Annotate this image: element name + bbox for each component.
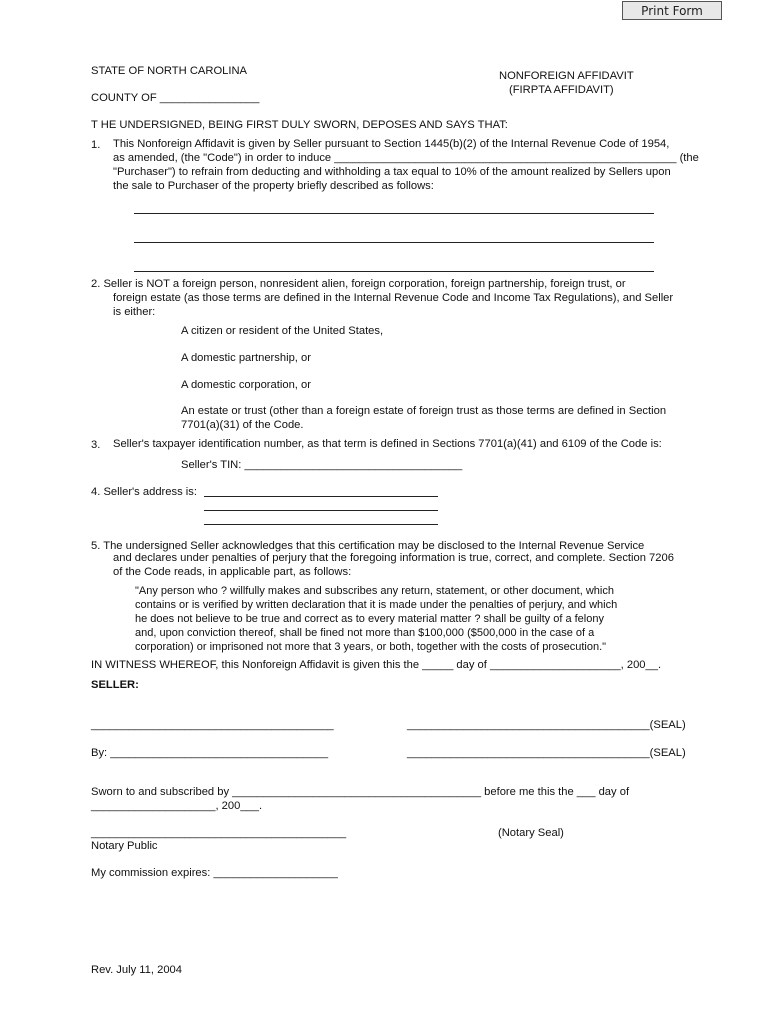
section2-line: foreign estate (as those terms are defined in the Internal Revenue Code and Income Tax Regulations), and Seller — [113, 292, 674, 304]
section5-line: of the Code reads, in applicable part, as follows: — [113, 566, 352, 578]
option-citizen: A citizen or resident of the United States, — [181, 325, 384, 337]
state-label: STATE OF NORTH CAROLINA — [91, 65, 248, 77]
by-signature-line[interactable]: By: ___________________________________ — [91, 747, 329, 759]
property-description-line[interactable] — [134, 242, 654, 243]
seller-address-line[interactable] — [204, 524, 438, 525]
commission-expires-field[interactable]: My commission expires: ____________________ — [91, 867, 338, 879]
section5-line: 5. The undersigned Seller acknowledges that this certification may be disclosed to the Internal Revenue Service — [91, 540, 645, 552]
notary-seal-label: (Notary Seal) — [498, 827, 564, 839]
witness-clause[interactable]: IN WITNESS WHEREOF, this Nonforeign Affidavit is given this the _____ day of _____________________, 200__. — [91, 659, 662, 671]
section1-line: This Nonforeign Affidavit is given by Seller pursuant to Section 1445(b)(2) of the Internal Revenue Code of 1954, — [113, 138, 670, 150]
sworn-statement[interactable]: Sworn to and subscribed by ________________________________________ before me this the ___ day of — [91, 786, 630, 798]
print-form-button[interactable]: Print Form — [622, 1, 722, 20]
section3-number: 3. — [91, 439, 101, 451]
section5-line: and declares under penalties of perjury that the foregoing information is true, correct, and complete. Section 7206 — [113, 552, 674, 564]
seal-signature-line-1[interactable]: _______________________________________(SEAL) — [407, 719, 686, 731]
section3-text: Seller's taxpayer identification number, as that term is defined in Sections 7701(a)(41) and 6109 of the Code is: — [113, 438, 662, 450]
section1-number: 1. — [91, 139, 101, 151]
option-estate-trust: An estate or trust (other than a foreign estate of foreign trust as those terms are defined in Section — [181, 405, 667, 417]
code-quote-line: corporation) or imprisoned not more that 3 years, or both, together with the costs of prosecution." — [135, 641, 607, 653]
intro-statement: T HE UNDERSIGNED, BEING FIRST DULY SWORN, DEPOSES AND SAYS THAT: — [91, 119, 508, 131]
seller-signature-line[interactable]: _______________________________________ — [91, 719, 334, 731]
seller-address-label: 4. Seller's address is: — [91, 486, 197, 498]
code-quote-line: "Any person who ? willfully makes and subscribes any return, statement, or other document, which — [135, 585, 614, 597]
revision-date: Rev. July 11, 2004 — [91, 964, 183, 976]
county-field[interactable]: COUNTY OF ________________ — [91, 92, 260, 104]
document-title: NONFOREIGN AFFIDAVIT — [499, 70, 634, 82]
notary-public-label: Notary Public — [91, 840, 158, 852]
property-description-line[interactable] — [134, 213, 654, 214]
option-domestic-partnership: A domestic partnership, or — [181, 352, 311, 364]
seal-signature-line-2[interactable]: _______________________________________(SEAL) — [407, 747, 686, 759]
option-estate-trust-cont: 7701(a)(31) of the Code. — [181, 419, 304, 431]
section1-line: "Purchaser") to refrain from deducting and withholding a tax equal to 10% of the amount realized by Sellers upon — [113, 166, 671, 178]
code-quote-line: contains or is verified by written declaration that it is made under the penalties of perjury, and which — [135, 599, 618, 611]
purchaser-field[interactable]: as amended, (the "Code") in order to induce _______________________________________________________ (the — [113, 152, 699, 164]
sworn-date-field[interactable]: ____________________, 200___. — [91, 800, 263, 812]
notary-signature-line[interactable]: _________________________________________ — [91, 827, 347, 839]
seller-tin-field[interactable]: Seller's TIN: ___________________________________ — [181, 459, 463, 471]
section2-line: is either: — [113, 306, 156, 318]
seller-address-line[interactable] — [204, 496, 438, 497]
seller-address-line[interactable] — [204, 510, 438, 511]
code-quote-line: he does not believe to be true and correct as to every material matter ? shall be guilty of a felony — [135, 613, 604, 625]
seller-heading: SELLER: — [91, 679, 139, 691]
option-domestic-corporation: A domestic corporation, or — [181, 379, 311, 391]
property-description-line[interactable] — [134, 271, 654, 272]
section2-line: 2. Seller is NOT a foreign person, nonresident alien, foreign corporation, foreign partnership, foreign trust, or — [91, 278, 626, 290]
document-subtitle: (FIRPTA AFFIDAVIT) — [509, 84, 614, 96]
section1-line: the sale to Purchaser of the property briefly described as follows: — [113, 180, 434, 192]
code-quote-line: and, upon conviction thereof, shall be fined not more than $100,000 ($500,000 in the case of a — [135, 627, 595, 639]
